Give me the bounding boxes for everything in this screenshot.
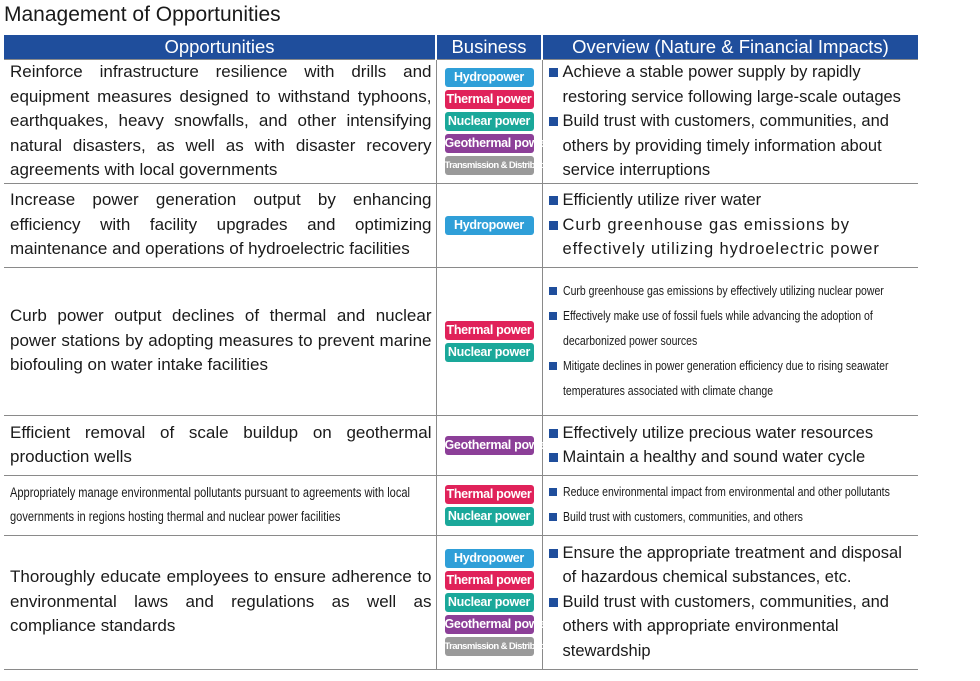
square-bullet-icon <box>549 68 558 77</box>
business-tag-transmission: Transmission & Distribution <box>445 637 534 656</box>
overview-cell <box>542 267 918 415</box>
opportunity-cell <box>4 183 436 267</box>
overview-list <box>549 60 917 183</box>
overview-item: Build trust with customers, communities, and others <box>549 505 917 530</box>
square-bullet-icon <box>549 362 557 370</box>
business-cell <box>436 60 555 184</box>
overview-list <box>549 279 917 404</box>
square-bullet-icon <box>549 287 557 295</box>
square-bullet-icon <box>549 429 558 438</box>
overview-cell <box>542 415 918 475</box>
square-bullet-icon <box>549 117 558 126</box>
square-bullet-icon <box>549 549 558 558</box>
opportunity-cell <box>4 267 436 415</box>
table-row <box>4 415 918 475</box>
overview-cell <box>542 60 918 184</box>
business-cell <box>436 267 542 415</box>
opportunity-text: Thoroughly educate employees to ensure adherence to environmental laws and regulations as well as compliance standards <box>10 567 432 636</box>
opportunity-text: Curb power output declines of thermal and nuclear power stations by adopting measures to prevent marine biofouling on water intake facilities <box>10 306 432 375</box>
opportunity-text: Efficient removal of scale buildup on geothermal production wells <box>10 422 432 466</box>
business-tag-nuclear: Nuclear power <box>445 112 534 131</box>
business-tag-geothermal: Geothermal power <box>445 134 534 153</box>
page-title: Management of Opportunities <box>4 3 281 26</box>
business-cell <box>436 183 542 267</box>
overview-list <box>549 421 917 470</box>
overview-list <box>549 480 917 530</box>
header-business: Business <box>436 35 542 60</box>
opportunity-text: Reinforce infrastructure resilience with drills and equipment measures designed to withstand typhoons, earthquakes, heavy snowfalls, and other intensifying natural disasters, as well as with disaster recovery agreements with local governments <box>10 62 432 179</box>
overview-list <box>549 188 917 262</box>
opportunity-text: Increase power generation output by enhancing efficiency with facility upgrades and optimizing maintenance and operations of hydroelectric facilities <box>10 190 432 259</box>
business-tag-thermal: Thermal power <box>445 571 534 590</box>
business-cell <box>436 415 550 475</box>
overview-item: Ensure the appropriate treatment and disposal of hazardous chemical substances, etc. <box>549 541 917 590</box>
overview-item: Curb greenhouse gas emissions by effectively utilizing hydroelectric power <box>549 213 917 262</box>
square-bullet-icon <box>549 196 558 205</box>
header-overview: Overview (Nature & Financial Impacts) <box>542 35 918 60</box>
business-tag-nuclear: Nuclear power <box>445 507 534 526</box>
square-bullet-icon <box>549 513 557 521</box>
overview-cell <box>542 183 918 267</box>
opportunity-cell <box>4 475 436 535</box>
overview-item: Mitigate declines in power generation efficiency due to rising seawater temperatures associated with climate change <box>549 354 917 404</box>
square-bullet-icon <box>549 221 558 230</box>
business-tag-hydropower: Hydropower <box>445 549 534 568</box>
table-row <box>4 475 918 535</box>
opportunity-cell <box>4 415 436 475</box>
overview-item: Curb greenhouse gas emissions by effectively utilizing nuclear power <box>549 279 917 304</box>
table-header-row <box>4 35 918 60</box>
overview-item: Build trust with customers, communities, and others with appropriate environmental stewardship <box>549 590 917 664</box>
business-tag-transmission: Transmission & Distribution <box>445 156 534 175</box>
business-tag-thermal: Thermal power <box>445 485 534 504</box>
business-tag-geothermal: Geothermal power <box>445 615 534 634</box>
opportunity-cell <box>4 535 436 669</box>
opportunities-table <box>4 35 918 670</box>
overview-item: Effectively utilize precious water resources <box>549 421 917 446</box>
business-cell <box>436 475 542 535</box>
overview-cell <box>542 475 918 535</box>
business-cell <box>436 535 555 669</box>
square-bullet-icon <box>549 488 557 496</box>
business-tag-thermal: Thermal power <box>445 321 534 340</box>
square-bullet-icon <box>549 598 558 607</box>
overview-item: Reduce environmental impact from environmental and other pollutants <box>549 480 917 505</box>
table-row <box>4 267 918 415</box>
opportunity-text: Appropriately manage environmental pollutants pursuant to agreements with local governments in regions hosting thermal and nuclear power facilities <box>10 485 410 524</box>
business-tag-thermal: Thermal power <box>445 90 534 109</box>
business-tag-hydropower: Hydropower <box>445 216 534 235</box>
opportunity-cell <box>4 60 436 184</box>
header-opportunities: Opportunities <box>4 35 436 60</box>
business-tag-hydropower: Hydropower <box>445 68 534 87</box>
business-tag-nuclear: Nuclear power <box>445 593 534 612</box>
overview-item: Achieve a stable power supply by rapidly restoring service following large-scale outages <box>549 60 917 109</box>
table-row <box>4 183 918 267</box>
table-row <box>4 535 918 669</box>
overview-item: Maintain a healthy and sound water cycle <box>549 445 917 470</box>
overview-list <box>549 541 917 664</box>
table-row <box>4 60 918 184</box>
square-bullet-icon <box>549 453 558 462</box>
square-bullet-icon <box>549 312 557 320</box>
business-tag-nuclear: Nuclear power <box>445 343 534 362</box>
business-tag-geothermal: Geothermal power <box>445 436 534 455</box>
overview-item: Efficiently utilize river water <box>549 188 917 213</box>
overview-cell <box>542 535 918 669</box>
overview-item: Effectively make use of fossil fuels while advancing the adoption of decarbonized power sources <box>549 304 917 354</box>
overview-item: Build trust with customers, communities, and others by providing timely information about service interruptions <box>549 109 917 183</box>
